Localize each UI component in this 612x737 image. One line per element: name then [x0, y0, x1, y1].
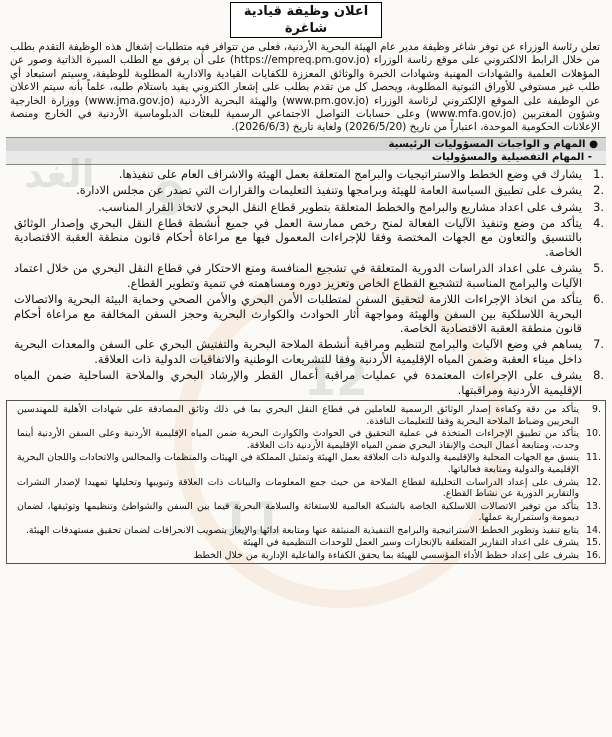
task-item: [7, 501, 605, 524]
task-text: يتابع تنفيذ وتطوير الخطط الاستراتيجية والبرامج التنفيذية المنبثقة عنها ومتابعة ادائها والإيعاز بتصويب الانحرافات لضمان تحقيق مستهدفات الهيئة.: [25, 524, 579, 536]
task-item: [4, 183, 608, 197]
intro-url-jma[interactable]: (www.jma.gov.jo): [84, 94, 175, 107]
task-text: يتأكد من دقة وكفاءة إصدار الوثائق الرسمية للعاملين في قطاع النقل البحري بما في ذلك وثائق المصادقة على شهادات الأهلية للمهندسين البحريين وضباط الملاحة البحرية وفقا للتعليمات النافذة.: [17, 403, 579, 427]
task-text: ينسق مع الجهات المحلية والإقليمية والدولية ذات العلاقة بعمل الهيئة وتمثيل المملكة في الهيئات والمنظمات والمجالس والاتحادات واللجان البحرية الإقليمية والدولية ومتابعة فعالياتها.: [17, 452, 579, 475]
tasks-list-a: [4, 167, 608, 397]
section-detail-header: - المهام التفصيلية والمسؤوليات: [6, 151, 606, 165]
task-item: [7, 428, 605, 451]
announcement-intro: [10, 41, 600, 135]
task-text: يشرف على اعداد مشاريع والبرامج والخطط المتعلقة بتطوير قطاع النقل البحري لاتخاذ القرار المناسب.: [98, 199, 582, 214]
task-number: 9.: [592, 403, 601, 415]
announcement-title: اعلان وظيفة قيادية شاغرة: [230, 2, 382, 38]
intro-text-2: على أن يرفق مع الطلب السيرة الذاتية وصور عن المؤهلات العلمية والشهادات المهنية وشهادات الخبرة والوثائق المعززة للكفايات القيادية والادارية المطلوبة للوظيفة، وسيتم استبعاد أي طلب غير مستوفي للأوراق الثبوتية المطلوبة، ويحصل كل من تقدم بطلب على إشعار الكتروني يفيد باستلام طلبه، علماً بأنه سيتم الاعلان عن الوظيفة على الموقع الإلكتروني لرئاسة الوزراء: [10, 54, 600, 107]
task-number: 14.: [586, 524, 601, 536]
intro-url-empreq[interactable]: (https://empreq.pm.gov.jo): [230, 54, 370, 67]
section-main-title: المهام و الواجبات المسؤوليات الرئيسية: [388, 138, 586, 150]
intro-url-mfa[interactable]: (www.mfa.gov.jo): [426, 108, 517, 121]
task-number: 4.: [593, 216, 604, 231]
watermark-number-9: 9: [154, 172, 187, 226]
task-item: [4, 200, 608, 214]
task-item: [4, 368, 608, 397]
intro-text-5: وعلى حسابات التواصل الاجتماعي الرسمية للبعثات الدبلوماسية الأردنية في الخارج ومنصة الإعلانات الحكومية الموحدة، اعتباراً من تاريخ (2026/5/20) ولغاية تاريخ (2026/6/3).: [10, 108, 600, 134]
task-number: 3.: [593, 199, 604, 214]
task-text: يتأكد من توفير الاتصالات اللاسلكية الخاصة بالشبكة العالمية للاستغاثة والسلامة البحرية فيما بين السفن والشواطئ وتنظيمها وتوثيقها، لضمان ديمومة واستمرارية عملها.: [17, 500, 579, 524]
task-item: [4, 261, 608, 290]
task-text: يشرف على إعداد الدراسات التحليلية لقطاع الملاحة من حيث جمع المعلومات والبيانات ذات العلاقة وتبويبها وتحليلها تمهيدا لإصدار النشرات والتقارير الدورية عن نشاط القطاع.: [17, 476, 579, 500]
task-item: [4, 337, 608, 366]
watermark-brand: الغد: [24, 152, 95, 196]
task-item: [7, 525, 605, 537]
section-main-header: [6, 137, 606, 151]
task-item: [7, 537, 605, 549]
intro-text-3: والهيئة البحرية الأردنية: [179, 94, 278, 107]
task-text: يشرف على إعداد خطط الأداء المؤسسي للهيئة بما يحقق الكفاءة والفاعلية الإدارية من خلال الخطط: [193, 550, 579, 562]
task-number: 6.: [593, 292, 604, 307]
task-text: يشارك في وضع الخطط والاستراتيجيات والبرامج المتعلقة بعمل الهيئة والاشراف العام على تنفيذها.: [118, 166, 582, 181]
task-number: 8.: [593, 368, 604, 383]
task-text: يشرف على اعداد الدراسات الدورية المتعلقة في تشجيع المنافسة ومنع الاحتكار في قطاع النقل البحري من خلال اعتماد الآليات والبرامج المناسبة لتشجيع القطاع الخاص وتعزيز دوره ومساهمته في تنمية وتطوير القطاع.: [14, 261, 582, 290]
task-item: [4, 292, 608, 335]
task-number: 15.: [586, 537, 601, 549]
task-text: يشرف على تطبيق السياسة العامة للهيئة وبرامجها وتنفيذ التعليمات والقرارات التي تصدر عن مجلس الادارة.: [76, 183, 582, 198]
tasks-list-b: [7, 404, 605, 562]
task-item: [4, 167, 608, 181]
task-text: يتأكد من وضع وتنفيذ الآليات الفعالة لمنح رخص ممارسة العمل في جميع أنشطة قطاع النقل البحري وإصدار الوثائق بالتنسيق والتعاون مع الجهات المختصة وفقا للإجراءات المعمول فيها مع مراعاة أحكام قانون منطقة العقبة الاقتصادية الخاصة.: [14, 216, 582, 259]
intro-text-4: ووزارة الخارجية وشؤون المغتربين: [10, 94, 600, 121]
task-text: يتأكد من تطبيق الإجراءات المتخذة في عملية التحقيق في الحوادث والكوارث البحرية ضمن المياه الإقليمية الأردنية وعلى السفن الأردنية أينما وجدت، ومتابعة أعمال البحث والإنقاذ البحري ضمن المياه الإقليمية الأردنية ذات العلاقة.: [17, 428, 579, 451]
watermark-number-11: 11: [219, 492, 284, 546]
tasks-box-b: [6, 400, 606, 564]
bullet-icon: ●: [585, 138, 598, 150]
task-text: يشرف على الإجراءات المعتمدة في عمليات مراقبة أعمال القطر والإرشاد البحري والملاحة الساحلية ضمن المياه الإقليمية الأردنية ومراقبتها.: [14, 368, 582, 397]
task-item: [7, 477, 605, 500]
task-number: 2.: [593, 183, 604, 198]
watermark-number-12: 12: [304, 352, 369, 406]
task-item: [7, 452, 605, 475]
task-number: 1.: [593, 166, 604, 181]
task-number: 10.: [586, 428, 601, 440]
task-number: 7.: [593, 337, 604, 352]
task-number: 11.: [586, 452, 601, 464]
intro-text-1: تعلن رئاسة الوزراء عن توفر شاغر وظيفة مدير عام الهيئة البحرية الأردنية، فعلى من تتوافر فيه متطلبات إشغال هذه الوظيفة التقدم بطلب من خلال الرابط الالكتروني على موقع رئاسة الوزراء: [10, 41, 600, 67]
intro-url-pm[interactable]: (www.pm.gov.jo): [282, 94, 369, 107]
task-item: [7, 404, 605, 427]
task-text: يشرف على اعداد التقارير المتعلقة بالإنجازات وسير العمل للوحدات التنظيمية في الهيئة: [242, 537, 579, 549]
task-number: 16.: [586, 550, 601, 562]
task-text: يساهم في وضع الآليات والبرامج لتنظيم ومراقبة أنشطة الملاحة البحرية والتفتيش البحري على السفن والمعدات البحرية داخل ميناء العقبة وضمن المياه الإقليمية الأردنية وفقا للتشريعات الوطنية والاتفاقيات الدولية ذات العلاقة.: [14, 337, 582, 366]
task-item: [4, 216, 608, 259]
task-text: يتأكد من اتخاذ الإجراءات اللازمة لتحقيق السفن لمتطلبات الأمن البحري والأمن الصحي وحماية البيئة البحرية والاتصالات البحرية اللاسلكية بين السفن والهيئة ومواجهة أثار الحوادث والكوارث البحرية وحجز السفن المخالفة مع مراعاة أحكام قانون منطقة العقبة الاقتصادية الخاصة.: [14, 292, 582, 335]
job-announcement-page: [4, 2, 608, 735]
task-number: 5.: [593, 261, 604, 276]
task-number: 13.: [586, 500, 601, 512]
task-item: [7, 550, 605, 562]
task-number: 12.: [586, 476, 601, 488]
